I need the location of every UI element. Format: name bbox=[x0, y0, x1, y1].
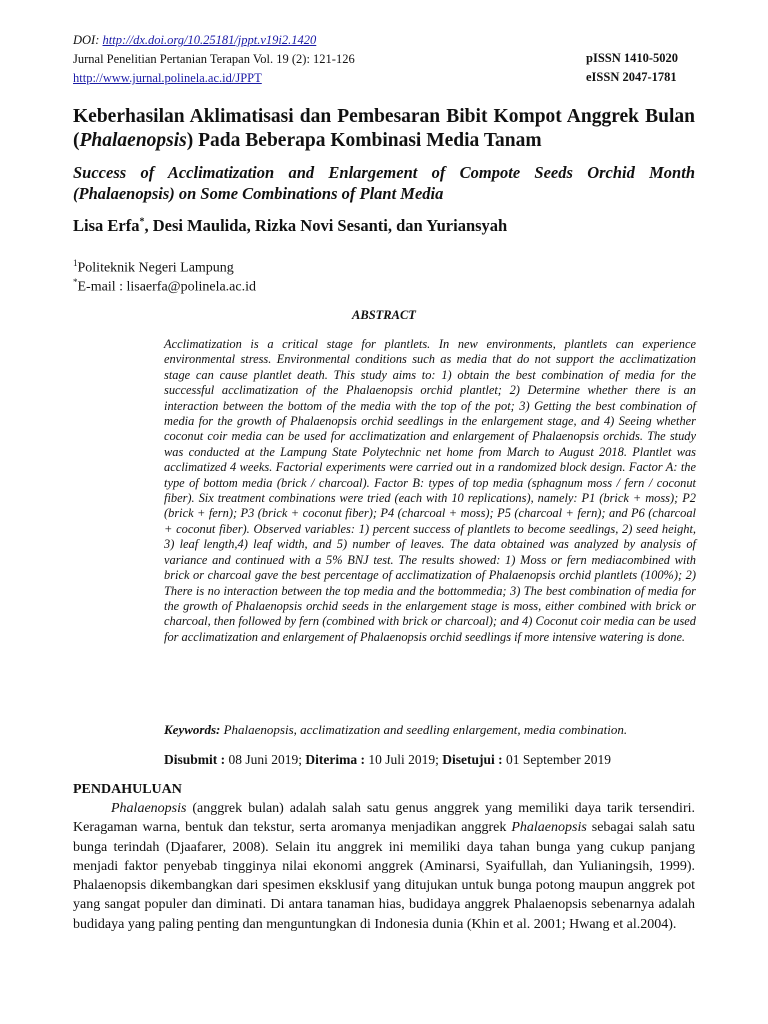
eissn: eISSN 2047-1781 bbox=[586, 70, 677, 84]
doi-link[interactable]: http://dx.doi.org/10.25181/jppt.v19i2.1420 bbox=[102, 33, 317, 47]
intro-paragraph bbox=[73, 799, 695, 934]
title-italic: Phalaenopsis bbox=[79, 130, 187, 151]
email: E-mail : lisaerfa@polinela.ac.id bbox=[77, 279, 256, 295]
approve-label: Disetujui : bbox=[442, 752, 503, 767]
journal-info: Jurnal Penelitian Pertanian Terapan Vol. 19 (2): 121-126 bbox=[73, 52, 355, 66]
keywords bbox=[164, 722, 704, 738]
english-title: Success of Acclimatization and Enlargement of Compote Seeds Orchid Month (Phalaenopsis) on Some Combinations of Plant Media bbox=[73, 163, 695, 203]
approve-value: 01 September 2019 bbox=[502, 752, 612, 767]
accept-value: 10 Juli 2019; bbox=[365, 752, 443, 767]
email-sup: * bbox=[73, 277, 78, 287]
doi-line bbox=[73, 32, 316, 48]
journal-url-link[interactable]: http://www.jurnal.polinela.ac.id/JPPT bbox=[73, 71, 262, 85]
intro-italic-2: Phalaenopsis bbox=[511, 820, 587, 836]
section-heading: PENDAHULUAN bbox=[73, 782, 182, 797]
author-rest: , Desi Maulida, Rizka Novi Sesanti, dan Yuriansyah bbox=[144, 216, 508, 235]
author-mark: * bbox=[139, 216, 145, 228]
author-first: Lisa Erfa bbox=[73, 216, 140, 235]
intro-text-1: (anggrek bulan) adalah salah satu genus anggrek yang memiliki daya tarik tersendiri. Keragaman warna, bentuk dan tekstur, serta aromanya menjadikan anggrek bbox=[73, 801, 695, 836]
title-part2: ) Pada Beberapa Kombinasi Media Tanam bbox=[186, 130, 542, 151]
intro-italic-1: Phalaenopsis bbox=[111, 801, 187, 816]
doi-prefix: DOI: bbox=[73, 33, 103, 47]
aff-sup: 1 bbox=[73, 258, 78, 268]
submit-label: Disubmit : bbox=[164, 752, 226, 767]
email-line bbox=[73, 273, 256, 297]
abstract-body: Acclimatization is a critical stage for plantlets. In new environments, plantlets can experience environmental stress. Environmental conditions such as media that do not support the acclimatization stage can cause plantlet death. This study aims to: 1) obtain the best combination of media for the successful acclimatization of the Phalaenopsis orchid plantlet; 2) Determine whether there is an interaction between the bottom of the media with the top of the pot; 3) Getting the best combination of media for the growth of Phalaenopsis orchid seedlings in the enlargement stage, and 4) Seeing whether coconut coir media can be used for acclimatization and enlargement of Phalaenopsis orchids. The study was conducted at the Lampung State Polytechnic net home from March to August 2018. Plantlet was acclimatized 4 weeks. Factorial experiments were carried out in a randomized block design. Factor A: the type of bottom media (brick / charcoal). Factor B: types of top media (sphagnum moss / fern / coconut fiber). Six treatment combinations were tried (each with 10 replications), namely: P1 (brick + moss); P2 (brick + fern); P3 (brick + coconut fiber); P4 (charcoal + moss); P5 (charcoal + fern); and P6 (charcoal + coconut fiber). Observed variables: 1) percent success of plantlets to become seedlings, 2) seed height, 3) leaf length,4) leaf width, and 5) number of leaves. The data obtained was analyzed by analysis of variance and continued with a 5% BNJ test. The results showed: 1) Moss or fern mediacombined with brick or charcoal gave the best percentage of acclimatization of Phalaenopsis orchid plantlets (100%); 2) There is no interaction between the top media and the bottommedia; 3) The best combination of media for the growth of Phalaenopsis orchid seeds in the enlargement stage is moss, either combined with brick or charcoal, then followed by fern (combined with brick or charcoal); and 4) Coconut coir media can be used for acclimatization and enlargement of Phalaenopsis orchid seedlings if more intensive watering is done. bbox=[164, 337, 696, 644]
accept-label: Diterima : bbox=[305, 752, 366, 767]
abstract-heading: ABSTRACT bbox=[352, 308, 416, 322]
pissn: pISSN 1410-5020 bbox=[586, 51, 679, 65]
submit-value: 08 Juni 2019; bbox=[225, 752, 306, 767]
title-part1: Keberhasilan Aklimatisasi dan Pembesaran Bibit Kompot Anggrek Bulan ( bbox=[73, 106, 695, 151]
keywords-label: Keywords: bbox=[164, 722, 221, 737]
aff-institution: Politeknik Negeri Lampung bbox=[77, 260, 234, 276]
authors bbox=[73, 216, 507, 236]
keywords-text: Phalaenopsis, acclimatization and seedling enlargement, media combination. bbox=[220, 722, 628, 737]
paper-title bbox=[73, 105, 695, 153]
intro-text-2: sebagai salah satu bunga terindah (Djaafarer, 2008). Selain itu anggrek ini memiliki daya tahan bunga yang cukup panjang menjadi faktor penyebab tingginya nilai ekonomi anggrek (Aminarsi, Syaifullah, dan Yulianingsih, 1999). Phalaenopsis dikembangkan dari spesimen eksklusif yang ditujukan untuk bunga potong maupun anggrek pot yang sangat populer dan diminati. Di antara tanaman hias, budidaya anggrek Phalaenopsis sebenarnya adalah budidaya yang paling penting dan menguntungkan di Indonesia dunia (Khin et al. 2001; Hwang et al.2004). bbox=[73, 820, 696, 932]
submission-dates bbox=[164, 752, 704, 768]
journal-url-line bbox=[73, 70, 262, 86]
